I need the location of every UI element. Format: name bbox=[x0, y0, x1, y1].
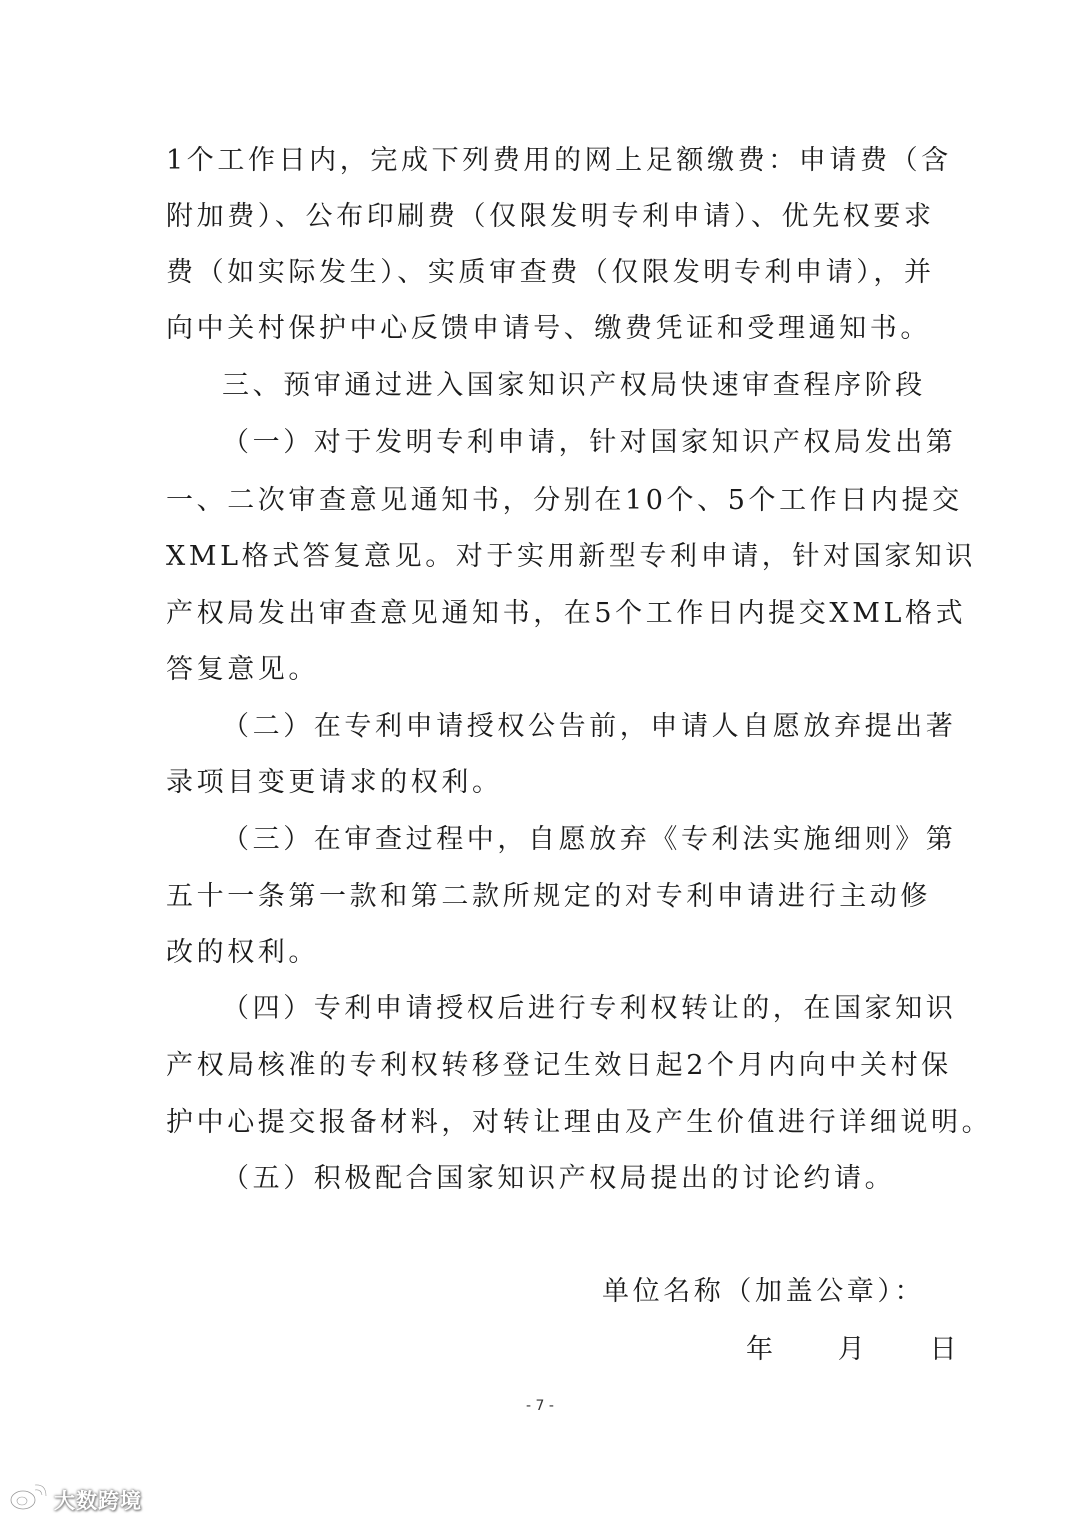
paragraph-line: 附加费）、公布印刷费（仅限发明专利申请）、优先权要求 bbox=[166, 201, 935, 232]
page-number: - 7 - bbox=[526, 1398, 554, 1414]
paragraph-line: 产权局核准的专利权转移登记生效日起2个月内向中关村保 bbox=[166, 1050, 952, 1081]
watermark-text: 大数跨境 bbox=[54, 1489, 142, 1513]
paragraph-line: 一、二次审查意见通知书，分别在10个、5个工作日内提交 bbox=[166, 485, 963, 516]
weibo-logo-icon bbox=[8, 1484, 48, 1516]
paragraph-line: 1个工作日内，完成下列费用的网上足额缴费：申请费（含 bbox=[166, 145, 952, 176]
paragraph-line: 费（如实际发生）、实质审查费（仅限发明专利申请），并 bbox=[166, 257, 935, 288]
watermark bbox=[8, 1484, 142, 1516]
paragraph-line: 录项目变更请求的权利。 bbox=[166, 767, 503, 798]
paragraph-line: 改的权利。 bbox=[166, 937, 319, 968]
paragraph-line: （三）在审查过程中，自愿放弃《专利法实施细则》第 bbox=[222, 824, 957, 855]
paragraph-line: 护中心提交报备材料，对转让理由及产生价值进行详细说明。 bbox=[166, 1107, 993, 1138]
paragraph-line: 答复意见。 bbox=[166, 654, 319, 685]
paragraph-line: （二）在专利申请授权公告前，申请人自愿放弃提出著 bbox=[222, 711, 957, 742]
unit-name-label: 单位名称（加盖公章）： bbox=[602, 1276, 926, 1307]
paragraph-line: 五十一条第一款和第二款所规定的对专利申请进行主动修 bbox=[166, 881, 931, 912]
paragraph-line: 产权局发出审查意见通知书，在5个工作日内提交XML格式 bbox=[166, 598, 967, 629]
paragraph-line: （四）专利申请授权后进行专利权转让的，在国家知识 bbox=[222, 993, 957, 1024]
paragraph-line: （五）积极配合国家知识产权局提出的讨论约请。 bbox=[222, 1163, 896, 1194]
paragraph-line: 向中关村保护中心反馈申请号、缴费凭证和受理通知书。 bbox=[166, 313, 931, 344]
date-label: 年 月 日 bbox=[746, 1334, 961, 1365]
paragraph-line: XML格式答复意见。对于实用新型专利申请，针对国家知识 bbox=[166, 541, 976, 572]
section-heading: 三、预审通过进入国家知识产权局快速审查程序阶段 bbox=[222, 370, 926, 401]
paragraph-line: （一）对于发明专利申请，针对国家知识产权局发出第 bbox=[222, 427, 957, 458]
